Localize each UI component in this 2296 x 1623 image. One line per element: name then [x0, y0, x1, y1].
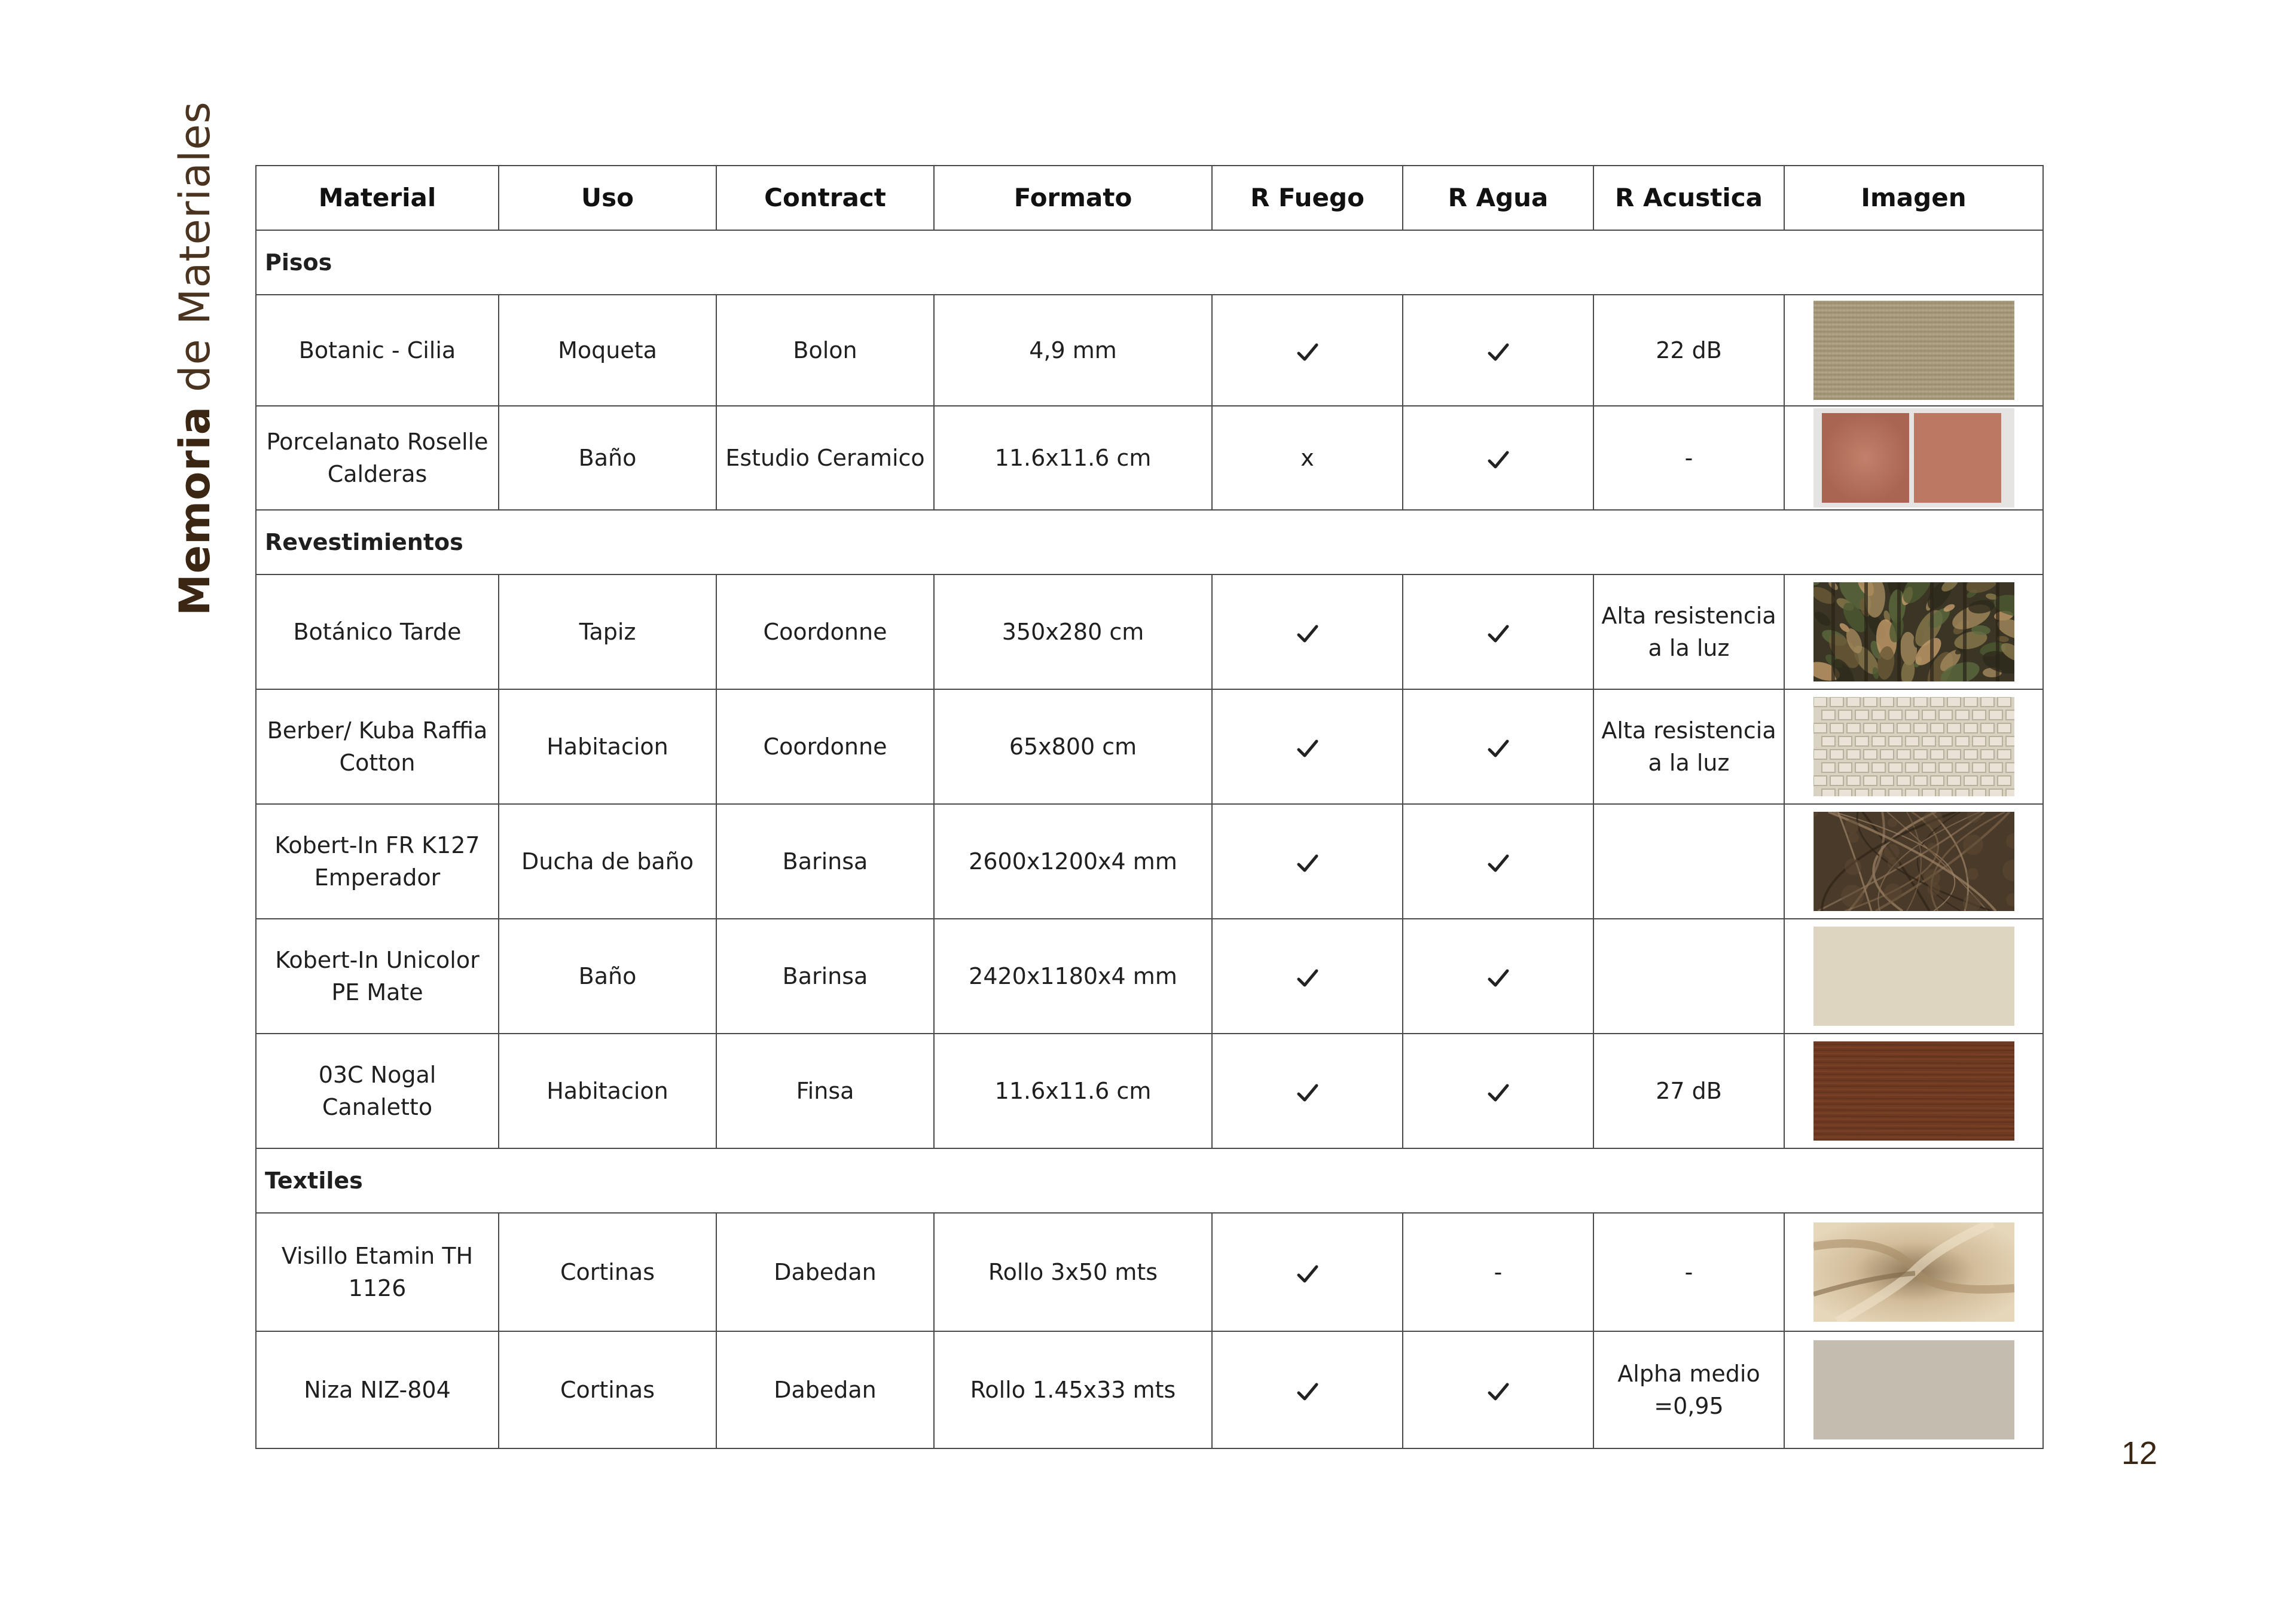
material-name: Botánico Tarde	[256, 574, 499, 689]
check-icon	[1403, 574, 1593, 689]
formato-value: 11.6x11.6 cm	[934, 1034, 1212, 1148]
r-acustica-value: -	[1593, 406, 1784, 510]
materials-table	[255, 165, 2044, 1449]
r-acustica-value: Alta resistencia a la luz	[1593, 689, 1784, 804]
check-icon	[1403, 689, 1593, 804]
r-acustica-value: Alta resistencia a la luz	[1593, 574, 1784, 689]
check-icon	[1212, 689, 1403, 804]
material-row	[256, 689, 2043, 804]
check-icon	[1403, 406, 1593, 510]
contract-value: Bolon	[716, 295, 934, 406]
col-header-material: Material	[256, 166, 499, 230]
section-title: Textiles	[256, 1148, 2043, 1213]
side-title	[170, 101, 219, 616]
formato-value: 4,9 mm	[934, 295, 1212, 406]
material-swatch-image	[1784, 919, 2043, 1034]
section-row	[256, 230, 2043, 295]
uso-value: Tapiz	[499, 574, 716, 689]
col-header-contract: Contract	[716, 166, 934, 230]
side-title-light: de Materiales	[170, 101, 219, 406]
contract-value: Dabedan	[716, 1213, 934, 1331]
check-icon	[1212, 1034, 1403, 1148]
header-row	[256, 166, 2043, 230]
material-row	[256, 804, 2043, 919]
material-name: 03C Nogal Canaletto	[256, 1034, 499, 1148]
uso-value: Habitacion	[499, 1034, 716, 1148]
formato-value: 2420x1180x4 mm	[934, 919, 1212, 1034]
check-icon	[1403, 295, 1593, 406]
material-swatch-image	[1784, 406, 2043, 510]
col-header-imagen: Imagen	[1784, 166, 2043, 230]
uso-value: Ducha de baño	[499, 804, 716, 919]
contract-value: Coordonne	[716, 574, 934, 689]
check-icon	[1403, 1034, 1593, 1148]
formato-value: 350x280 cm	[934, 574, 1212, 689]
material-name: Porcelanato Roselle Calderas	[256, 406, 499, 510]
material-row	[256, 1213, 2043, 1331]
contract-value: Estudio Ceramico	[716, 406, 934, 510]
contract-value: Coordonne	[716, 689, 934, 804]
uso-value: Cortinas	[499, 1213, 716, 1331]
material-name: Kobert-In Unicolor PE Mate	[256, 919, 499, 1034]
material-row	[256, 1331, 2043, 1448]
section-row	[256, 1148, 2043, 1213]
material-row	[256, 295, 2043, 406]
contract-value: Barinsa	[716, 919, 934, 1034]
check-icon	[1212, 804, 1403, 919]
col-header-r-acustica: R Acustica	[1593, 166, 1784, 230]
material-name: Botanic - Cilia	[256, 295, 499, 406]
material-swatch-image	[1784, 1034, 2043, 1148]
col-header-formato: Formato	[934, 166, 1212, 230]
material-row	[256, 919, 2043, 1034]
r-acustica-value: Alpha medio =0,95	[1593, 1331, 1784, 1448]
side-title-bold: Memoria	[170, 406, 219, 616]
uso-value: Baño	[499, 406, 716, 510]
r-acustica-value: 22 dB	[1593, 295, 1784, 406]
uso-value: Baño	[499, 919, 716, 1034]
formato-value: Rollo 1.45x33 mts	[934, 1331, 1212, 1448]
r-acustica-value	[1593, 804, 1784, 919]
section-title: Pisos	[256, 230, 2043, 295]
formato-value: 11.6x11.6 cm	[934, 406, 1212, 510]
col-header-r-agua: R Agua	[1403, 166, 1593, 230]
check-icon	[1212, 1213, 1403, 1331]
check-icon	[1212, 295, 1403, 406]
material-swatch-image	[1784, 1331, 2043, 1448]
material-row	[256, 574, 2043, 689]
col-header-r-fuego: R Fuego	[1212, 166, 1403, 230]
material-name: Visillo Etamin TH 1126	[256, 1213, 499, 1331]
check-icon	[1403, 804, 1593, 919]
material-swatch-image	[1784, 1213, 2043, 1331]
contract-value: Barinsa	[716, 804, 934, 919]
material-row	[256, 406, 2043, 510]
r-acustica-value: 27 dB	[1593, 1034, 1784, 1148]
material-name: Berber/ Kuba Raffia Cotton	[256, 689, 499, 804]
col-header-uso: Uso	[499, 166, 716, 230]
material-swatch-image	[1784, 689, 2043, 804]
check-icon	[1403, 919, 1593, 1034]
r-fuego-value: x	[1212, 406, 1403, 510]
material-name: Niza NIZ-804	[256, 1331, 499, 1448]
material-name: Kobert-In FR K127 Emperador	[256, 804, 499, 919]
r-acustica-value: -	[1593, 1213, 1784, 1331]
section-row	[256, 510, 2043, 574]
material-row	[256, 1034, 2043, 1148]
r-agua-value: -	[1403, 1213, 1593, 1331]
check-icon	[1212, 919, 1403, 1034]
formato-value: Rollo 3x50 mts	[934, 1213, 1212, 1331]
material-swatch-image	[1784, 295, 2043, 406]
formato-value: 2600x1200x4 mm	[934, 804, 1212, 919]
formato-value: 65x800 cm	[934, 689, 1212, 804]
uso-value: Moqueta	[499, 295, 716, 406]
contract-value: Finsa	[716, 1034, 934, 1148]
check-icon	[1212, 1331, 1403, 1448]
table-body	[256, 230, 2043, 1448]
page-number: 12	[2121, 1435, 2158, 1471]
contract-value: Dabedan	[716, 1331, 934, 1448]
material-swatch-image	[1784, 804, 2043, 919]
r-acustica-value	[1593, 919, 1784, 1034]
check-icon	[1212, 574, 1403, 689]
material-swatch-image	[1784, 574, 2043, 689]
check-icon	[1403, 1331, 1593, 1448]
uso-value: Cortinas	[499, 1331, 716, 1448]
uso-value: Habitacion	[499, 689, 716, 804]
section-title: Revestimientos	[256, 510, 2043, 574]
